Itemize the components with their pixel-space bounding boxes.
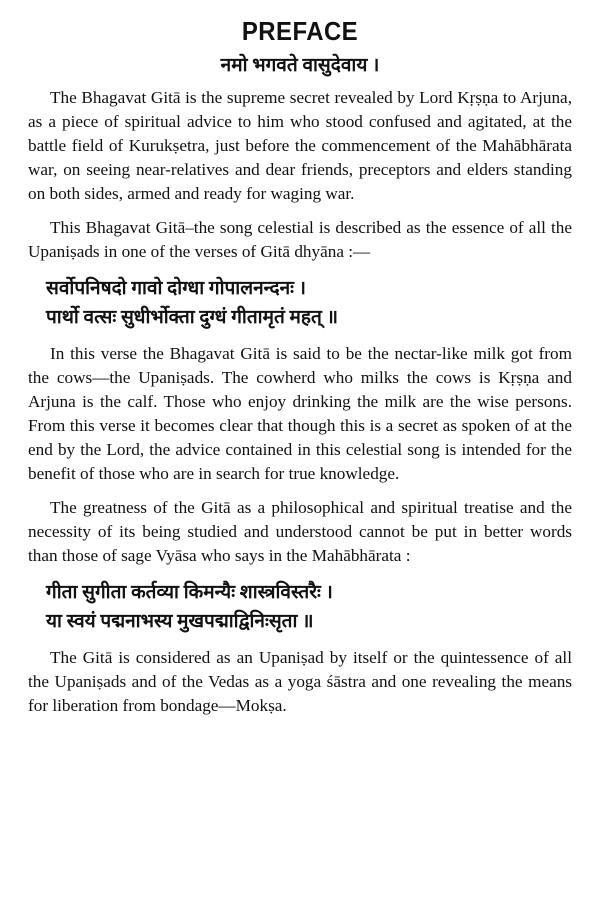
- page-title: PREFACE: [241, 16, 359, 46]
- paragraph-upanishad: The Gitā is considered as an Upaniṣad by itself or the quintessence of all the Upaniṣads and of the Vedas as a yoga śāstra and one revealing the means for liberation from bondage—Mokṣa.: [28, 648, 572, 715]
- paragraph-greatness: The greatness of the Gitā as a philosophical and spiritual treatise and the necessity of its being studied and understood cannot be put in better words than those of sage Vyāsa who says in the Mahābhārata :: [28, 498, 572, 565]
- verse-line: सर्वोपनिषदो गावो दोग्धा गोपालनन्दनः ।: [46, 278, 306, 299]
- verse-line: या स्वयं पद्मनाभस्य मुखपद्माद्विनिःसृता ॥: [46, 611, 314, 632]
- sanskrit-verse-dhyana: [46, 274, 572, 332]
- paragraph-essence: This Bhagavat Gitā–the song celestial is described as the essence of all the Upaniṣads in one of the verses of Gitā dhyāna :—: [28, 218, 572, 261]
- paragraph-verse-explanation: In this verse the Bhagavat Gitā is said to be the nectar-like milk got from the cows—the Upaniṣads. The cowherd who milks the cows is Kṛṣṇa and Arjuna is the calf. Those who enjoy drinking the milk are the wise persons. From this verse it becomes clear that though this is a secret as spoken of at the end by the Lord, the advice contained in this celestial song is intended for the benefit of those who are in search for true knowledge.: [28, 344, 572, 483]
- sanskrit-verse-mahabharata: [46, 578, 572, 636]
- verse-line: गीता सुगीता कर्तव्या किमन्यैः शास्त्रविस्तरैः ।: [46, 582, 333, 603]
- sanskrit-invocation: नमो भगवते वासुदेवाय ।: [220, 55, 380, 76]
- paragraph-intro: The Bhagavat Gitā is the supreme secret revealed by Lord Kṛṣṇa to Arjuna, as a piece of spiritual advice to him who stood confused and agitated, at the battle field of Kurukṣetra, just before the commencement of the Mahābhārata war, on seeing near-relatives and dear friends, preceptors and elders standing on both sides, armed and ready for waging war.: [28, 88, 572, 203]
- verse-line: पार्थो वत्सः सुधीर्भोक्ता दुग्धं गीतामृतं महत् ॥: [46, 307, 338, 328]
